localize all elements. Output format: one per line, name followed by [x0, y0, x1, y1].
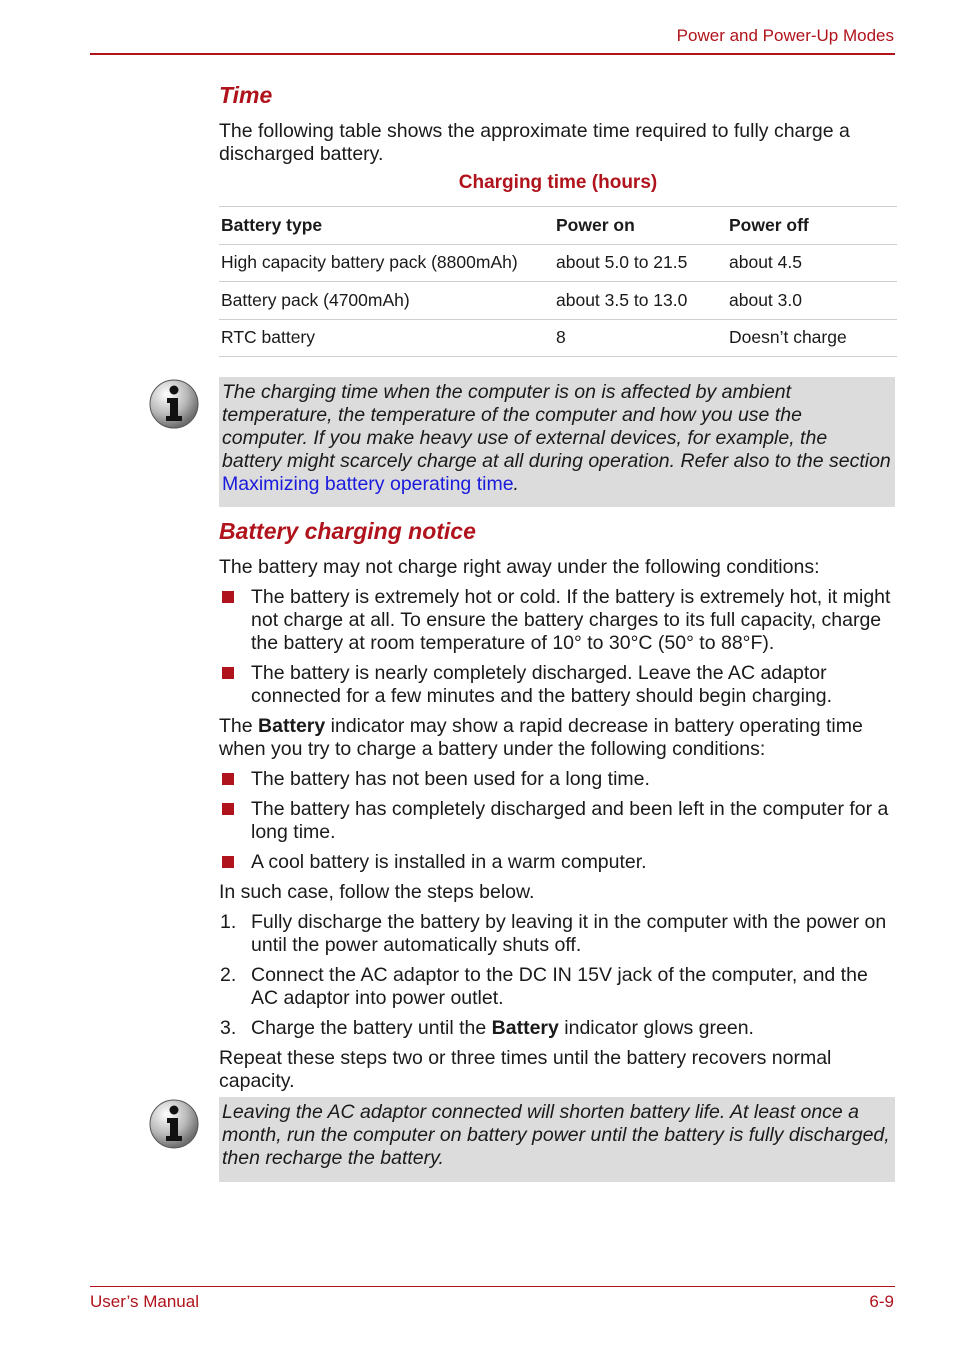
info-icon — [148, 378, 200, 430]
table-caption: Charging time (hours) — [458, 172, 658, 193]
note-charging-time — [219, 377, 895, 507]
table-cell: about 3.0 — [727, 282, 897, 320]
running-header: Power and Power-Up Modes — [676, 26, 894, 45]
note-text: Leaving the AC adaptor connected will shorten battery life. At least once a month, run the computer on battery power until the battery is fully discharged, then recharge the battery. — [222, 1101, 890, 1169]
bullet-square-icon — [222, 803, 234, 815]
indicator-paragraph — [219, 715, 897, 761]
table-cell: about 3.5 to 13.0 — [554, 282, 727, 320]
header-rule — [90, 53, 895, 55]
list-item — [219, 586, 897, 655]
list-item — [219, 798, 897, 844]
time-intro-block — [219, 120, 897, 166]
table-cell: Battery pack (4700mAh) — [219, 282, 554, 320]
bullet-square-icon — [222, 856, 234, 868]
bullet-text: The battery has completely discharged and been left in the computer for a long time. — [251, 798, 889, 843]
page-number: 6-9 — [869, 1292, 894, 1311]
table-header-row — [219, 207, 897, 245]
steps-intro: In such case, follow the steps below. — [219, 881, 535, 903]
step-number: 1. — [220, 911, 237, 933]
bullet-text: The battery has not been used for a long time. — [251, 768, 650, 790]
table-cell: Doesn’t charge — [727, 319, 897, 357]
notice-body — [219, 556, 897, 1093]
note-text: The charging time when the computer is on is affected by ambient temperature, the temperature of the computer and how you use the computer. If you make heavy use of external devices, for example, the battery might scarcely charge at all during operation. Refer also to the section — [222, 381, 891, 472]
table-row — [219, 282, 897, 320]
list-item — [219, 964, 897, 1010]
note-end: . — [513, 473, 519, 495]
step-pre: Charge the battery until the — [251, 1017, 492, 1039]
list-item — [219, 1017, 897, 1040]
list-item — [219, 768, 897, 791]
step-post: indicator glows green. — [558, 1017, 754, 1039]
link-maximizing-battery[interactable]: Maximizing battery operating time — [222, 473, 514, 495]
list-item — [219, 911, 897, 957]
bullet-text: The battery is nearly completely discharged. Leave the AC adaptor connected for a few minutes and the battery should begin charging. — [251, 662, 833, 707]
col-header-power-off: Power off — [727, 207, 897, 245]
step-bold: Battery — [491, 1017, 559, 1039]
section-notice — [219, 518, 897, 545]
heading-battery-charging-notice: Battery charging notice — [219, 518, 476, 544]
bullet-text: A cool battery is installed in a warm computer. — [251, 851, 647, 873]
step-number: 2. — [220, 964, 237, 986]
table-caption-block — [219, 172, 897, 194]
table-cell: RTC battery — [219, 319, 554, 357]
indicator-pre: The — [219, 715, 259, 737]
table-row — [219, 244, 897, 282]
table-cell: 8 — [554, 319, 727, 357]
table-row — [219, 319, 897, 357]
notice-intro: The battery may not charge right away under the following conditions: — [219, 556, 820, 578]
indicator-post: indicator may show a rapid decrease in battery operating time when you try to charge a battery under the following conditions: — [219, 715, 863, 760]
bullet-square-icon — [222, 667, 234, 679]
step-text: Fully discharge the battery by leaving it in the computer with the power on until the power automatically shuts off. — [251, 911, 887, 956]
note-ac-adaptor — [219, 1097, 895, 1182]
time-intro: The following table shows the approximate time required to fully charge a discharged battery. — [219, 120, 850, 165]
table-cell: about 4.5 — [727, 244, 897, 282]
repeat-paragraph: Repeat these steps two or three times until the battery recovers normal capacity. — [219, 1047, 832, 1092]
col-header-battery-type: Battery type — [219, 207, 554, 245]
charging-time-table — [219, 206, 897, 357]
indicator-bold: Battery — [258, 715, 326, 737]
bullet-square-icon — [222, 773, 234, 785]
list-item — [219, 851, 897, 874]
step-text: Connect the AC adaptor to the DC IN 15V jack of the computer, and the AC adaptor into power outlet. — [251, 964, 868, 1009]
section-time — [219, 82, 897, 109]
list-item — [219, 662, 897, 708]
footer-manual-title: User’s Manual — [90, 1292, 199, 1311]
step-number: 3. — [220, 1017, 237, 1039]
bullet-text: The battery is extremely hot or cold. If the battery is extremely hot, it might not charge at all. To ensure the battery charges to its full capacity, charge the battery at room temperature of 10° to 30°C (50° to 88°F). — [251, 586, 891, 654]
col-header-power-on: Power on — [554, 207, 727, 245]
heading-time: Time — [219, 82, 273, 108]
footer-rule — [90, 1286, 895, 1287]
table-cell: about 5.0 to 21.5 — [554, 244, 727, 282]
table-cell: High capacity battery pack (8800mAh) — [219, 244, 554, 282]
info-icon — [148, 1098, 200, 1150]
bullet-square-icon — [222, 591, 234, 603]
